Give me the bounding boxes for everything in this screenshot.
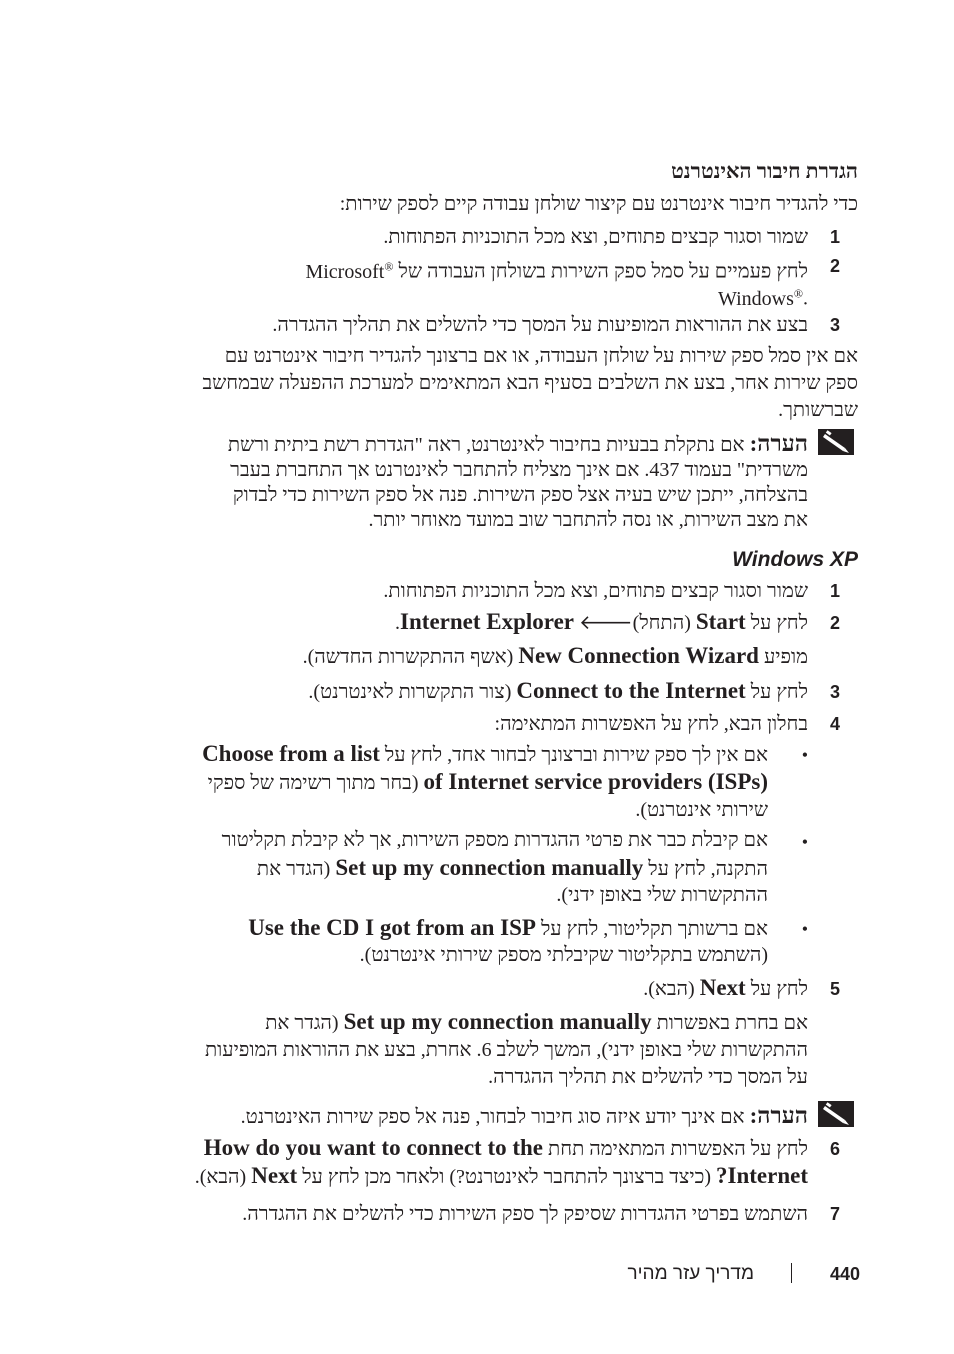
note-line: את מצב השירות, או נסה להתחבר שוב במועד מאוחר יותר.	[368, 509, 808, 531]
step-text-cont: .Windows®	[718, 286, 808, 310]
bullet-text: אם אין לך ספק שירות וברצונך לבחור אחד, לחץ על Choose from a list	[202, 741, 768, 766]
step-number: 1	[829, 227, 840, 247]
step-text: שמור וסגור קבצים פתוחים, וצא מכל התוכניות הפתוחות.	[383, 226, 808, 248]
note-pencil-icon	[818, 1101, 854, 1127]
note-label: הערה:	[749, 431, 808, 456]
step-number: 2	[829, 256, 840, 276]
manual-text-cont: ההתקשרות שלי באופן ידני), המשך לשלב 6. אחרת, בצע את ההוראות המופיעות	[204, 1039, 808, 1061]
bullet-text: אם ברשותך תקליטור, לחץ על Use the CD I got from an ISP	[248, 915, 768, 940]
note-line: משרדית" בעמוד 437. אם אינך מצליח להתחבר לאינטרנט אך התחברת בעבר	[230, 459, 808, 481]
paragraph-line: אם אין סמל ספק שירות על שולחן העבודה, או אם ברצונך להגדיר חיבור אינטרנט עם	[224, 345, 858, 367]
wizard-text: מופיע New Connection Wizard (אשף ההתקשרות החדשה).	[302, 643, 808, 668]
page-number: 440	[829, 1264, 860, 1284]
step-number: 5	[829, 979, 840, 999]
bullet-text-cont: שירותי אינטרנט).	[635, 799, 768, 821]
bullet-text-cont: התקנה, לחץ על Set up my connection manually (הגדר את	[256, 855, 768, 880]
internet-explorer-label: Internet Explorer	[400, 609, 575, 634]
note-label: הערה:	[749, 1103, 808, 1128]
step-number: 4	[829, 714, 840, 734]
step-text: השתמש בפרטי ההגדרות שסיפק לך ספק השירות כדי להשלים את ההגדרה.	[242, 1203, 808, 1225]
bullet: •	[801, 832, 808, 852]
bullet-text-cont: of Internet service providers (ISPs) (בחר מתוך רשימה של ספקי	[207, 769, 768, 794]
step-number: 3	[829, 682, 840, 702]
step-text: לחץ על Connect to the Internet (צור התקשרות לאינטרנט).	[308, 678, 808, 703]
step-text: לחץ על Next (הבא).	[643, 975, 808, 1000]
step-text: לחץ על האפשרות המתאימה תחת How do you want to connect to the	[203, 1135, 808, 1160]
note-pencil-icon	[818, 429, 854, 455]
step-text: בחלון הבא, לחץ על האפשרות המתאימה:	[494, 713, 808, 735]
note-text: הערה: אם נתקלת בבעיות בחיבור לאינטרנט, ראה "הגדרת רשת ביתית ורשת	[227, 431, 808, 456]
section-title: הגדרת חיבור האינטרנט	[671, 159, 858, 183]
intro-text: כדי להגדיר חיבור אינטרנט עם קיצור שולחן עבודה קיים לספק שירות:	[339, 193, 858, 215]
step-number: 3	[829, 315, 840, 335]
bullet-text-cont: (השתמש בתקליטור שקיבלתי מספק שירותי אינטרנט).	[359, 944, 768, 966]
step-number: 2	[829, 613, 840, 633]
step-number: 1	[829, 581, 840, 601]
step-number: 7	[829, 1204, 840, 1224]
step-text: שמור וסגור קבצים פתוחים, וצא מכל התוכניות הפתוחות.	[383, 580, 808, 602]
note-line: בהצלחה, ייתכן שיש בעיה אצל ספק השירות. פנה אל ספק השירות כדי לבדוק	[232, 484, 808, 506]
bullet: •	[801, 745, 808, 765]
step-number: 6	[829, 1139, 840, 1159]
bullet-text-cont: ההתקשרות שלי באופן ידני).	[556, 884, 768, 906]
step-text-cont: Internet? (כיצד ברצונך להתחבר לאינטרנט?) ולאחר מכן לחץ על Next (הבא).	[194, 1163, 808, 1188]
step-text: לחץ על Start (התחל)🡐 Internet Explorer.	[395, 609, 808, 634]
bullet: •	[801, 919, 808, 939]
footer-divider	[791, 1263, 792, 1283]
paragraph-line: שברשותך.	[778, 399, 858, 421]
step-text: בצע את ההוראות המופיעות על המסך כדי להשלים את תהליך ההגדרה.	[272, 314, 808, 336]
footer-title: מדריך עזר מהיר	[627, 1263, 754, 1284]
note-text: הערה: אם אינך יודע איזה סוג חיבור לבחור, פנה אל ספק שירות האינטרנט.	[240, 1103, 808, 1128]
arrow-left-icon: 🡐	[579, 612, 633, 634]
bullet-text: אם קיבלת כבר את פרטי ההגדרות מספק השירות, אך לא קיבלת תקליטור	[221, 829, 768, 851]
start-menu-label: Start	[695, 609, 746, 634]
paragraph-line: ספק שירות אחר, בצע את השלבים בסעיף הבא המתאימים למערכת ההפעלה שבמחשב	[202, 372, 858, 394]
section-title-windows-xp: Windows XP	[732, 548, 858, 571]
step-text: לחץ פעמיים על סמל ספק השירות בשולחן העבודה של Microsoft®	[305, 259, 808, 283]
manual-text-cont: על המסך כדי להשלים את תהליך ההגדרה.	[488, 1066, 808, 1088]
manual-text: אם בחרת באפשרות Set up my connection manually (הגדר את	[265, 1009, 808, 1034]
